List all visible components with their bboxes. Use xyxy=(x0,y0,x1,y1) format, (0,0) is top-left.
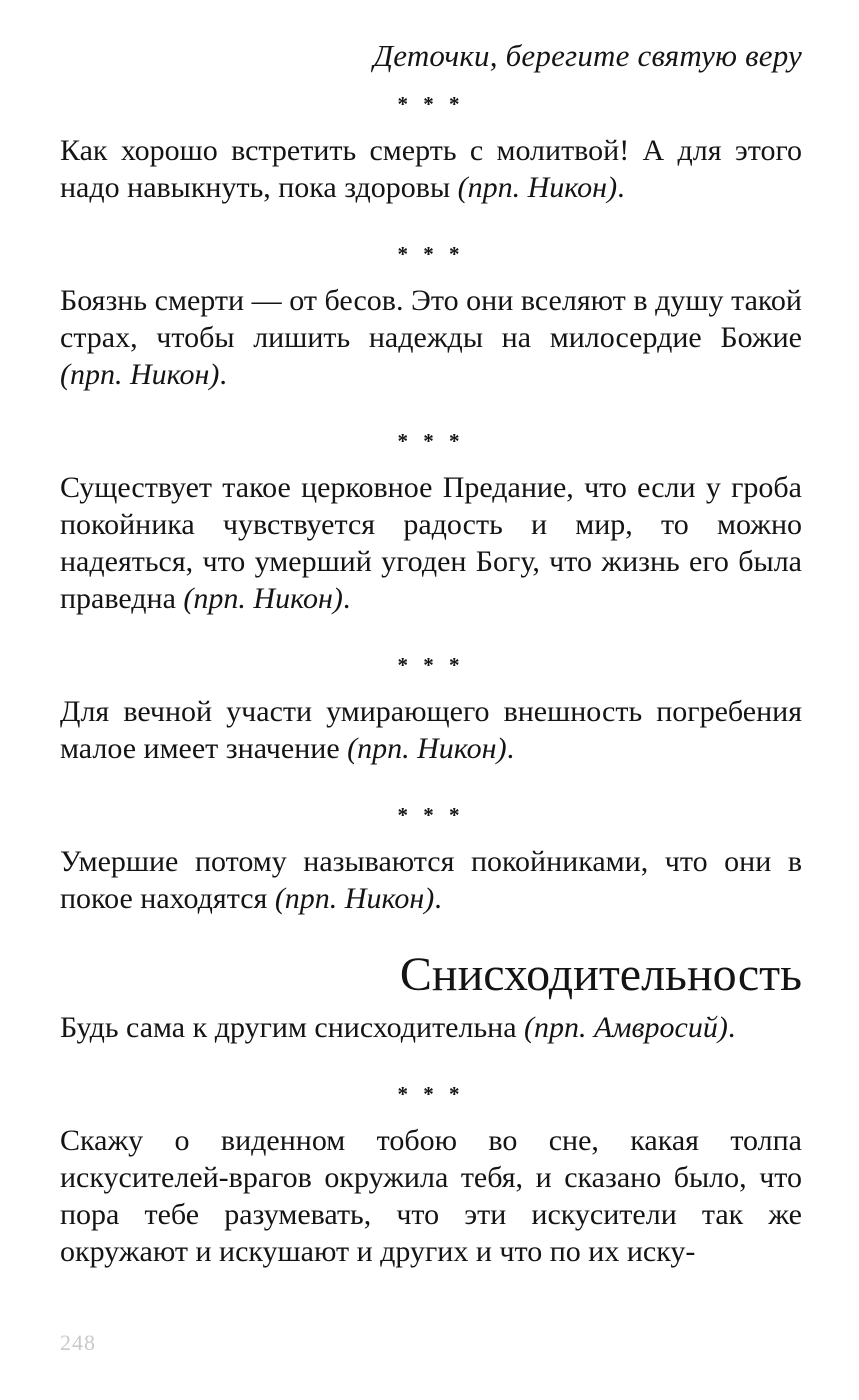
separator: * * * xyxy=(397,242,465,266)
running-header: Деточки, берегите святую веру xyxy=(373,38,802,73)
separator: * * * xyxy=(397,803,465,827)
separator: * * * xyxy=(397,92,465,116)
citation: (прп. Никон) xyxy=(60,358,220,391)
section-heading: Снисходительность xyxy=(399,948,802,1001)
citation: (прп. Никон) xyxy=(457,171,618,204)
citation: (прп. Амвросий) xyxy=(524,1011,728,1044)
page-number: 248 xyxy=(60,1330,96,1355)
paragraph: Существует такое церковное Предание, что если у гроба покойника чувствуется радость и мир, то можно надеяться, что умерший угоден Богу, что жизнь его была праведна (прп. Никон). xyxy=(60,471,802,615)
separator: * * * xyxy=(397,1082,465,1106)
separator: * * * xyxy=(397,429,465,453)
page-body xyxy=(60,86,802,1300)
paragraph: Умершие потому называются покойниками, что они в покое находятся (прп. Никон). xyxy=(60,845,802,915)
paragraph: Скажу о виденном тобою во сне, какая толпа искусителей-врагов окружила тебя, и сказано было, что пора тебе разумевать, что эти искусители так же окружают и искушают и других и что по их иску- xyxy=(60,1124,802,1268)
citation: (прп. Никон) xyxy=(183,582,343,615)
paragraph: Как хорошо встретить смерть с молитвой! А для этого надо навыкнуть, пока здоровы (прп. Никон). xyxy=(60,134,802,204)
paragraph: Для вечной участи умирающего внешность погребения малое имеет значение (прп. Никон). xyxy=(60,695,802,765)
separator: * * * xyxy=(397,653,465,677)
citation: (прп. Никон) xyxy=(347,732,507,765)
paragraph: Боязнь смерти — от бесов. Это они вселяют в душу такой страх, чтобы лишить надежды на милосердие Божие (прп. Никон). xyxy=(60,284,802,391)
citation: (прп. Никон) xyxy=(274,882,435,915)
paragraph: Будь сама к другим снисходительна (прп. Амвросий). xyxy=(60,1011,736,1044)
